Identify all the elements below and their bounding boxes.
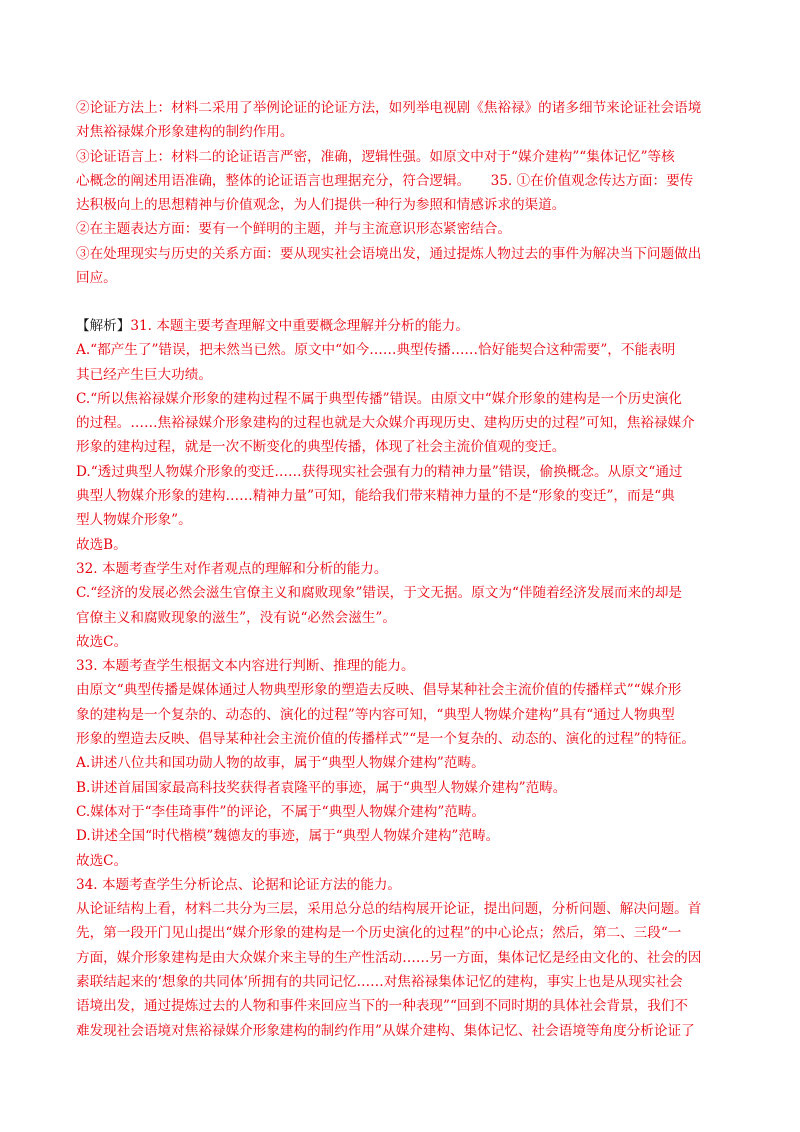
text-line: B.讲述首届国家最高科技奖获得者袁隆平的事迹，属于“典型人物媒介建构”范畴。: [76, 779, 567, 796]
text-line: 故选C。: [76, 852, 128, 869]
text-line: 形象的建构过程，就是一次不断变化的典型传播，体现了社会主流价值观的变迁。: [76, 439, 566, 456]
text-line: 典型人物媒介形象的建构……精神力量”可知，能给我们带来精神力量的不是“形象的变迁”，而是“典: [76, 488, 675, 505]
text-line: A.讲述八位共和国功勋人物的故事，属于“典型人物媒介建构”范畴。: [76, 755, 485, 772]
text-line: 的过程。……焦裕禄媒介形象建构的过程也就是大众媒介再现历史、建构历史的过程”可知，焦裕禄媒介: [76, 415, 695, 432]
analysis-heading-line: [76, 314, 736, 338]
text-line: 由原文“典型传播是媒体通过人物典型形象的塑造去反映、倡导某种社会主流价值的传播样式”“媒介形: [76, 682, 682, 699]
text-line: C.“所以焦裕禄媒介形象的建构过程不属于典型传播”错误。由原文中“媒介形象的建构是一个历史演化: [76, 390, 683, 407]
text-line: 形象的塑造去反映、倡导某种社会主流价值的传播样式”“是一个复杂的、动态的、演化的过程”的特征。: [76, 731, 695, 748]
text-line: ③在处理现实与历史的关系方面：要从现实社会语境出发，通过提炼人物过去的事件为解决当下问题做出: [76, 245, 702, 262]
text-line: ②在主题表达方面：要有一个鲜明的主题，并与主流意识形态紧密结合。: [76, 221, 511, 238]
analysis-section: [76, 314, 736, 1043]
text-line: D.讲述全国“时代楷模”魏德友的事迹，属于“典型人物媒介建构”范畴。: [76, 828, 500, 845]
text-line: 心概念的阐述用语准确，整体的论证语言也理据充分，符合逻辑。 35. ①在价值观念传达方面：要传: [76, 172, 694, 189]
text-line: 故选C。: [76, 633, 128, 650]
text-line: 方面，媒介形象建构是由大众媒介来主导的生产性活动……另一方面，集体记忆是经由文化的、社会的因: [76, 949, 702, 966]
text-line: 先，第一段开门见山提出“媒介形象的建构是一个历史演化的过程”的中心论点；然后，第二、三段“一: [76, 925, 682, 942]
text-line: 对焦裕禄媒介形象建构的制约作用。: [76, 124, 294, 141]
text-line: 回应。: [76, 270, 117, 287]
analysis-label: 【解析】: [76, 318, 131, 334]
text-line: 象的建构是一个复杂的、动态的、演化的过程”等内容可知，“典型人物媒介建构”具有“通过人物典型: [76, 706, 675, 723]
text-line: 34. 本题考查学生分析论点、论据和论证方法的能力。: [76, 876, 402, 893]
text-line: 其已经产生巨大功绩。: [76, 366, 212, 383]
text-line: 故选B。: [76, 536, 127, 553]
text-line: ③论证语言上：材料二的论证语言严密，准确，逻辑性强。如原文中对于“媒介建构”“集体记忆”等核: [76, 148, 675, 165]
text-line: D.“透过典型人物媒介形象的变迁……获得现实社会强有力的精神力量”错误，偷换概念。从原文“通过: [76, 463, 683, 480]
text-line: 达积极向上的思想精神与价值观念，为人们提供一种行为参照和情感诉求的渠道。: [76, 197, 566, 214]
text-line: 型人物媒介形象”。: [76, 512, 192, 529]
text-line: A.“都产生了”错误，把未然当已然。原文中“如今……典型传播……恰好能契合这种需要”，不能表明: [76, 342, 676, 359]
text-line: ②论证方法上：材料二采用了举例论证的论证方法，如列举电视剧《焦裕禄》的诸多细节来论证社会语境: [76, 100, 702, 116]
text-line: 官僚主义和腐败现象的滋生”，没有说“必然会滋生”。: [76, 609, 396, 626]
text-line: 32. 本题考查学生对作者观点的理解和分析的能力。: [76, 560, 388, 577]
text-line: 33. 本题考查学生根据文本内容进行判断、推理的能力。: [76, 658, 415, 675]
answer-section-continued: [76, 96, 736, 290]
text-line: 难发现社会语境对焦裕禄媒介形象建构的制约作用”从媒介建构、集体记忆、社会语境等角度分析论证了: [76, 1022, 695, 1039]
text-line: 素联结起来的‘想象的共同体’所拥有的共同记忆……对焦裕禄集体记忆的建构，事实上也是从现实社会: [76, 974, 683, 991]
analysis-first-text: 31. 本题主要考查理解文中重要概念理解并分析的能力。: [130, 318, 469, 334]
text-line: C.“经济的发展必然会滋生官僚主义和腐败现象”错误，于文无据。原文为“伴随着经济发展而来的却是: [76, 585, 683, 602]
text-line: 语境出发，通过提炼过去的人物和事件来回应当下的一种表现”“回到不同时期的具体社会背景，我们不: [76, 998, 689, 1015]
text-line: C.媒体对于“李佳琦事件”的评论，不属于“典型人物媒介建构”范畴。: [76, 803, 486, 820]
text-line: 从论证结构上看，材料二共分为三层，采用总分总的结构展开论证，提出问题，分析问题、解决问题。首: [76, 901, 702, 918]
